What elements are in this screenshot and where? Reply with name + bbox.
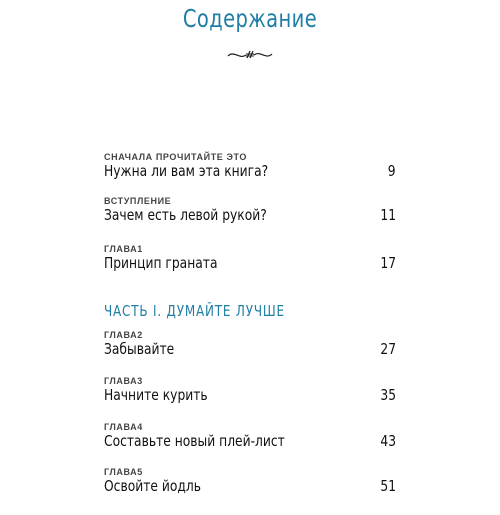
entry-label: ГЛАВА4: [104, 422, 143, 432]
page-number: 51: [380, 477, 396, 495]
toc-entry-chapter-3[interactable]: [104, 376, 400, 424]
entry-title: Начните курить: [104, 386, 208, 404]
entry-label: ГЛАВА5: [104, 467, 143, 477]
toc-title: Содержание: [182, 4, 318, 33]
page-number: 35: [380, 386, 396, 404]
page-number: 9: [388, 162, 396, 180]
toc-entry-chapter-5[interactable]: [104, 467, 400, 515]
entry-title: Освойте йодль: [104, 477, 201, 495]
page-number: 17: [380, 254, 396, 272]
entry-title: Зачем есть левой рукой?: [104, 206, 267, 224]
entry-label: ГЛАВА2: [104, 330, 143, 340]
flourish-divider-icon: [226, 48, 274, 62]
entry-title: Забывайте: [104, 340, 175, 358]
toc-entry-chapter-4[interactable]: [104, 422, 400, 470]
page-number: 27: [380, 340, 396, 358]
entry-title: Принцип граната: [104, 254, 218, 272]
page-number: 11: [380, 206, 396, 224]
entry-label: ВСТУПЛЕНИЕ: [104, 196, 172, 206]
toc-entry-chapter-2[interactable]: [104, 330, 400, 378]
toc-entry-chapter-1[interactable]: [104, 244, 400, 292]
page-number: 43: [380, 432, 396, 450]
entry-label: ГЛАВА3: [104, 376, 143, 386]
part-heading: ЧАСТЬ I. ДУМАЙТЕ ЛУЧШЕ: [104, 302, 285, 320]
entry-title: Нужна ли вам эта книга?: [104, 162, 269, 180]
toc-entry-intro[interactable]: [104, 196, 400, 244]
entry-title: Составьте новый плей-лист: [104, 432, 285, 450]
entry-label: СНАЧАЛА ПРОЧИТАЙТЕ ЭТО: [104, 152, 247, 162]
toc-entry-read-first[interactable]: [104, 152, 400, 200]
entry-label: ГЛАВА1: [104, 244, 143, 254]
